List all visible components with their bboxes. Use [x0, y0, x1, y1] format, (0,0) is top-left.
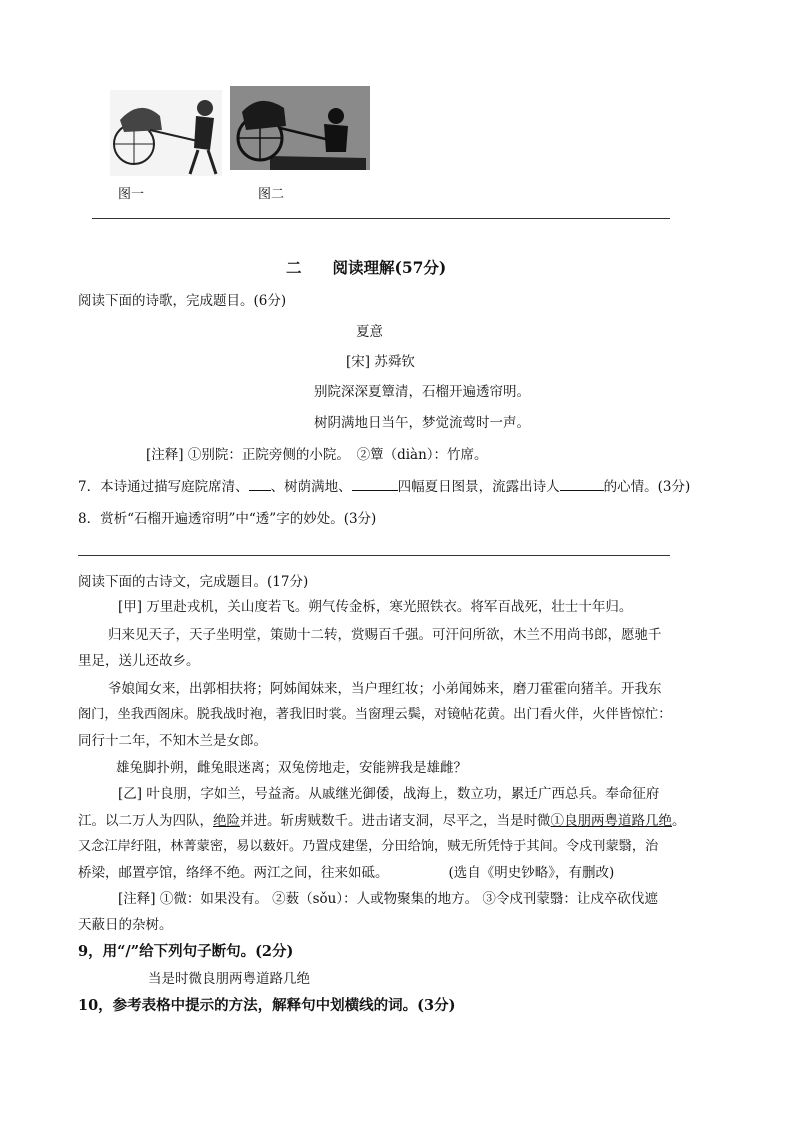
divider-top: [92, 218, 670, 219]
jia-paragraph-4: 雄兔脚扑朔，雌兔眼迷离；双兔傍地走，安能辨我是雄雌？: [116, 760, 467, 776]
jia-paragraph-1: [甲] 万里赴戎机，关山度若飞。朔气传金柝，寒光照铁衣。将军百战死，壮士十年归。: [118, 599, 633, 615]
question-10: 10，参考表格中提示的方法，解释句中划横线的词。(3分): [78, 997, 456, 1014]
poem-title: 夏意: [356, 324, 383, 340]
poem-line-1: 别院深深夏簟清，石榴开遍透帘明。: [314, 384, 530, 400]
question-9: 9，用“/”给下列句子断句。(2分): [78, 943, 294, 960]
q7-blank-1[interactable]: [249, 478, 271, 491]
question-9-sentence[interactable]: 当是时微良朋两粤道路几绝: [148, 971, 310, 987]
figure-one-image: [110, 90, 222, 176]
yi-line-1: [乙] 叶良朋，字如兰，号益斋。从戚继光御倭，战海上，数立功，累迁广西总兵。奉命征府: [118, 786, 660, 802]
yi-line-2: 江。以二万人为四队，绝险并进。斩虏贼数千。进击诸支洞，尽平之，当是时微①良朋两粤道路几绝。: [78, 813, 686, 829]
poem-author: [宋] 苏舜钦: [346, 354, 415, 370]
question-7: 7．本诗通过描写庭院席清、 、树荫满地、 四幅夏日图景，流露出诗人 的心情。(3分): [78, 479, 691, 495]
jia-paragraph-2b: 里足，送儿还故乡。: [78, 653, 200, 669]
yi-underlined-word: 绝险: [213, 813, 240, 829]
section-title: 二 阅读理解(57分): [286, 258, 447, 277]
figure-two-caption: 图二: [258, 187, 285, 202]
yi-note-2: 天蔽日的杂树。: [78, 917, 173, 933]
q7-blank-3[interactable]: [560, 478, 604, 491]
divider-middle: [78, 555, 670, 556]
question-8: 8．赏析“石榴开遍透帘明”中“透”字的妙处。(3分): [78, 511, 377, 527]
yi-note-1: [注释] ①微：如果没有。 ②薮（sǒu）：人或物聚集的地方。 ③令戍刊蒙翳：让戍卒砍伐遮: [118, 891, 658, 907]
jia-paragraph-3c: 同行十二年，不知木兰是女郎。: [78, 733, 267, 749]
figure-one-caption: 图一: [118, 187, 145, 202]
jia-paragraph-3a: 爷娘闻女来，出郭相扶将；阿姊闻妹来，当户理红妆；小弟闻姊来，磨刀霍霍向猪羊。开我东: [108, 681, 662, 697]
poem-line-2: 树阴满地日当午，梦觉流莺时一声。: [314, 415, 530, 431]
poem-intro: 阅读下面的诗歌，完成题目。(6分): [78, 293, 287, 309]
yi-line-4: 桥梁，邮置亭馆，络绎不绝。两江之间，往来如砥。 (选自《明史钞略》，有删改): [78, 865, 615, 881]
yi-line-3: 又念江岸纡阻，林菁蒙密，易以薮奸。乃置戍建堡，分田给饷，贼无所凭恃于其间。令戍刊蒙翳，治: [78, 839, 659, 854]
poem-note: [注释] ①别院：正院旁侧的小院。 ②簟（diàn）：竹席。: [146, 447, 488, 463]
jia-paragraph-3b: 阁门，坐我西阁床。脱我战时袍，著我旧时裳。当窗理云鬓，对镜帖花黄。出门看火伴，火伴皆惊忙：: [78, 707, 672, 722]
yi-underlined-phrase: ①良朋两粤道路几绝: [550, 813, 672, 829]
jia-paragraph-2a: 归来见天子，天子坐明堂，策勋十二转，赏赐百千强。可汗问所欲，木兰不用尚书郎，愿驰千: [108, 627, 662, 643]
figure-two-image: [230, 86, 370, 170]
q7-blank-2[interactable]: [352, 478, 398, 491]
yi-source: (选自《明史钞略》，有删改): [448, 865, 615, 881]
prose-intro: 阅读下面的古诗文，完成题目。(17分): [78, 574, 309, 590]
